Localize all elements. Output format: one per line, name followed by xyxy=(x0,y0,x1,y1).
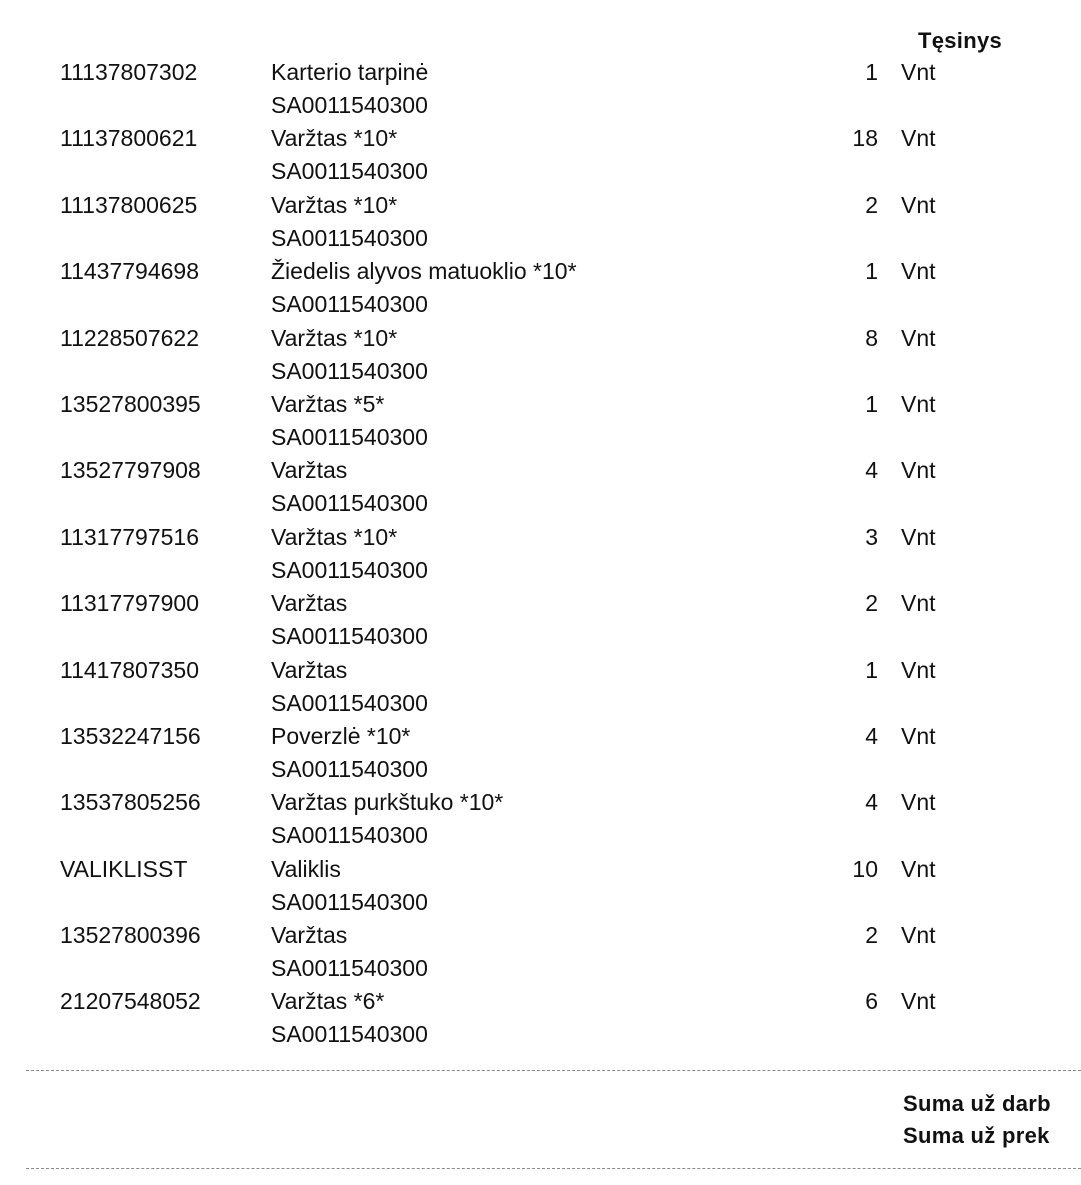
item-description: Poverzlė *10* xyxy=(271,722,411,749)
item-quantity: 6 xyxy=(865,988,878,1015)
list-item xyxy=(0,522,1081,588)
item-order-number: SA0011540300 xyxy=(271,822,428,849)
item-description: Varžtas xyxy=(271,656,348,683)
item-order-number: SA0011540300 xyxy=(271,888,428,915)
item-quantity: 10 xyxy=(852,855,878,882)
item-unit: Vnt xyxy=(901,324,936,351)
item-unit: Vnt xyxy=(901,523,936,550)
divider xyxy=(26,1070,1081,1071)
list-item xyxy=(0,588,1081,654)
item-code: 13527800396 xyxy=(60,922,201,949)
list-item xyxy=(0,920,1081,986)
item-unit: Vnt xyxy=(901,457,936,484)
item-unit: Vnt xyxy=(901,390,936,417)
item-description: Valiklis xyxy=(271,855,341,882)
item-description: Varžtas *10* xyxy=(271,125,398,152)
item-description: Varžtas xyxy=(271,922,348,949)
list-item xyxy=(0,190,1081,256)
list-item xyxy=(0,57,1081,123)
item-description: Varžtas *5* xyxy=(271,390,385,417)
item-order-number: SA0011540300 xyxy=(271,623,428,650)
item-quantity: 1 xyxy=(865,390,878,417)
list-item xyxy=(0,123,1081,189)
list-item xyxy=(0,389,1081,455)
item-quantity: 4 xyxy=(865,457,878,484)
item-quantity: 1 xyxy=(865,59,878,85)
item-order-number: SA0011540300 xyxy=(271,755,428,782)
list-item xyxy=(0,986,1081,1052)
list-item xyxy=(0,323,1081,389)
item-unit: Vnt xyxy=(901,590,936,617)
item-unit: Vnt xyxy=(901,258,936,285)
item-code: 11228507622 xyxy=(60,324,199,351)
item-order-number: SA0011540300 xyxy=(271,291,428,318)
list-item xyxy=(0,256,1081,322)
items-list xyxy=(0,57,1081,1053)
item-code: 13527797908 xyxy=(60,457,201,484)
item-unit: Vnt xyxy=(901,922,936,949)
item-code: 11137800625 xyxy=(60,191,198,218)
list-item xyxy=(0,854,1081,920)
item-unit: Vnt xyxy=(901,722,936,749)
item-quantity: 18 xyxy=(852,125,878,152)
item-quantity: 3 xyxy=(865,523,878,550)
item-unit: Vnt xyxy=(901,855,936,882)
item-code: 11317797516 xyxy=(60,523,199,550)
item-order-number: SA0011540300 xyxy=(271,423,428,450)
continued-label: Tęsinys xyxy=(918,28,1003,53)
item-description: Varžtas *10* xyxy=(271,191,398,218)
item-unit: Vnt xyxy=(901,988,936,1015)
item-order-number: SA0011540300 xyxy=(271,224,428,251)
item-description: Varžtas *10* xyxy=(271,523,398,550)
item-code: 11417807350 xyxy=(60,656,199,683)
item-quantity: 2 xyxy=(865,191,878,218)
item-unit: Vnt xyxy=(901,789,936,816)
item-code: 11137807302 xyxy=(60,59,198,85)
item-quantity: 4 xyxy=(865,789,878,816)
item-order-number: SA0011540300 xyxy=(271,556,428,583)
item-code: 13527800395 xyxy=(60,390,201,417)
goods-total-label: Suma už prek xyxy=(903,1123,1050,1148)
item-code: VALIKLISST xyxy=(60,855,188,882)
item-code: 21207548052 xyxy=(60,988,201,1015)
item-order-number: SA0011540300 xyxy=(271,92,428,118)
item-unit: Vnt xyxy=(901,125,936,152)
item-code: 13532247156 xyxy=(60,722,201,749)
item-description: Varžtas *6* xyxy=(271,988,385,1015)
item-order-number: SA0011540300 xyxy=(271,1021,428,1048)
item-order-number: SA0011540300 xyxy=(271,158,428,185)
item-description: Varžtas xyxy=(271,457,348,484)
item-quantity: 1 xyxy=(865,258,878,285)
work-total-label: Suma už darb xyxy=(903,1091,1051,1116)
item-quantity: 1 xyxy=(865,656,878,683)
item-description: Varžtas purkštuko *10* xyxy=(271,789,504,816)
item-description: Žiedelis alyvos matuoklio *10* xyxy=(271,258,577,285)
item-quantity: 4 xyxy=(865,722,878,749)
item-code: 11437794698 xyxy=(60,258,199,285)
list-item xyxy=(0,455,1081,521)
item-unit: Vnt xyxy=(901,59,936,85)
item-order-number: SA0011540300 xyxy=(271,955,428,982)
item-unit: Vnt xyxy=(901,191,936,218)
item-code: 11317797900 xyxy=(60,590,199,617)
list-item xyxy=(0,655,1081,721)
item-order-number: SA0011540300 xyxy=(271,689,428,716)
item-unit: Vnt xyxy=(901,656,936,683)
list-item xyxy=(0,787,1081,853)
item-order-number: SA0011540300 xyxy=(271,357,428,384)
item-quantity: 2 xyxy=(865,922,878,949)
item-description: Karterio tarpinė xyxy=(271,59,429,85)
item-description: Varžtas *10* xyxy=(271,324,398,351)
item-quantity: 2 xyxy=(865,590,878,617)
item-code: 13537805256 xyxy=(60,789,201,816)
item-description: Varžtas xyxy=(271,590,348,617)
item-quantity: 8 xyxy=(865,324,878,351)
divider xyxy=(26,1168,1081,1169)
item-code: 11137800621 xyxy=(60,125,198,152)
list-item xyxy=(0,721,1081,787)
item-order-number: SA0011540300 xyxy=(271,490,428,517)
